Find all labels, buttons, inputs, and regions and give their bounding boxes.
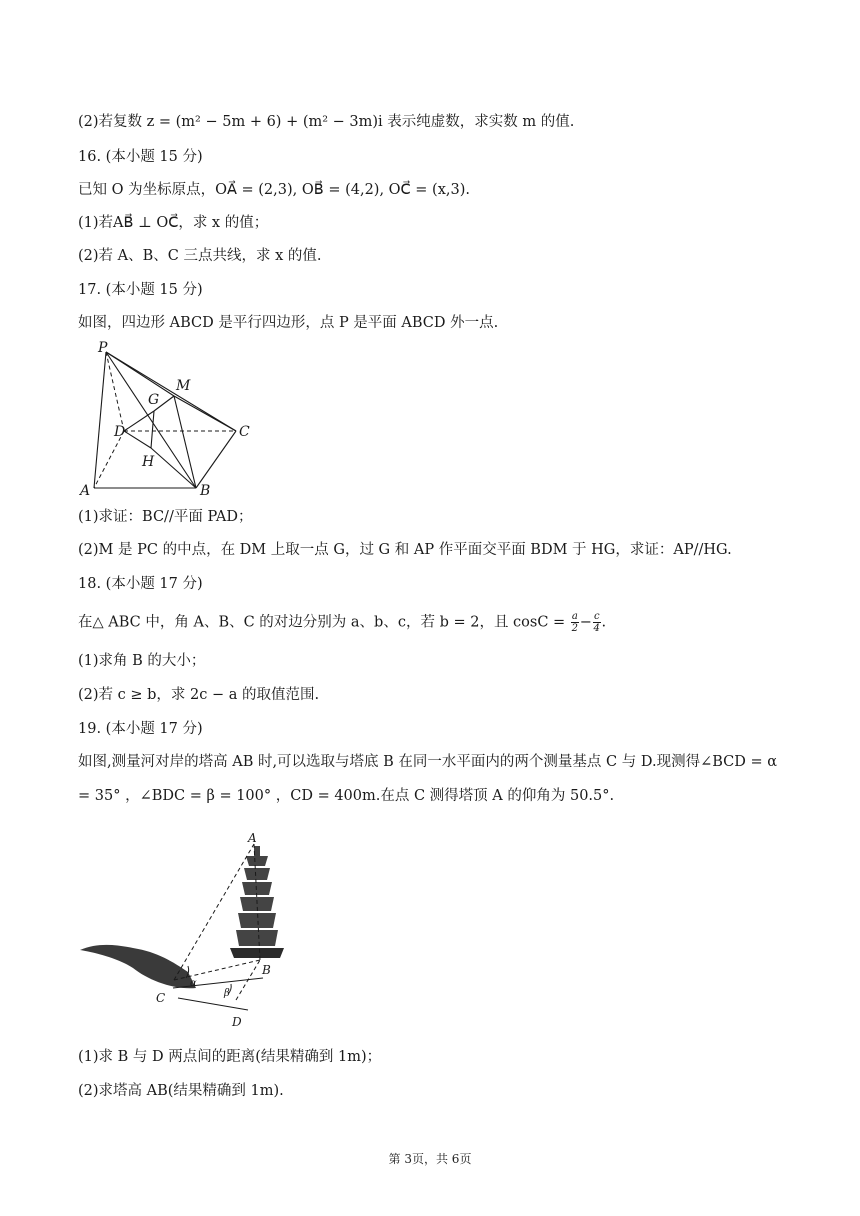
q17-pyramid-figure [78, 338, 268, 500]
fig17-label-C: C [239, 424, 250, 440]
q18-part2: (2)若 c ≥ b，求 2c − a 的取值范围. [78, 687, 320, 703]
fig19-label-D: D [232, 1015, 242, 1029]
page-footer: 第 3页，共 6页 [388, 1152, 472, 1166]
q18-heading: 18. (本小题 17 分) [78, 576, 203, 592]
q18-part1: (1)求角 B 的大小； [78, 653, 206, 669]
q16-part2: (2)若 A、B、C 三点共线，求 x 的值. [78, 248, 322, 264]
q18-frac2-num: c [593, 611, 600, 622]
q18-frac1-num: a [571, 611, 578, 622]
q18-fraction-c-over-4 [593, 611, 601, 634]
q18-minus: − [579, 614, 592, 631]
q15-part2: (2)若复数 z = (m² − 5m + 6) + (m² − 3m)i 表示纯虚数，求实数 m 的值. [78, 114, 575, 130]
fig17-label-A: A [80, 483, 91, 499]
q17-part2: (2)M 是 PC 的中点，在 DM 上取一点 G，过 G 和 AP 作平面交平面 BDM 于 HG，求证：AP//HG. [78, 542, 732, 558]
q19-part1: (1)求 B 与 D 两点间的距离(结果精确到 1m)； [78, 1049, 382, 1065]
q17-stem: 如图，四边形 ABCD 是平行四边形，点 P 是平面 ABCD 外一点. [78, 315, 499, 331]
fig19-label-beta: β [224, 988, 230, 999]
river-bank-shape [80, 945, 196, 988]
q18-fraction-a-over-2 [571, 611, 579, 634]
fig17-label-P: P [98, 340, 108, 356]
q18-stem-text: 在△ ABC 中，角 A、B、C 的对边分别为 a、b、c，若 b = 2，且 cosC = [78, 614, 570, 631]
q17-part1: (1)求证：BC//平面 PAD； [78, 509, 253, 525]
fig17-label-B: B [200, 483, 211, 499]
fig17-label-D: D [114, 424, 126, 440]
fig17-label-M: M [176, 378, 191, 394]
q16-stem: 已知 O 为坐标原点，OA⃗ = (2,3), OB⃗ = (4,2), OC⃗ = (x,3). [78, 182, 470, 198]
q18-frac1-den: 2 [571, 623, 578, 634]
q19-tower-figure [78, 830, 298, 1030]
fig19-label-C: C [156, 991, 166, 1005]
q16-heading: 16. (本小题 15 分) [78, 149, 203, 165]
fig17-label-G: G [148, 392, 160, 408]
q19-heading: 19. (本小题 17 分) [78, 721, 203, 737]
q18-frac2-den: 4 [593, 623, 600, 634]
fig17-label-H: H [142, 454, 155, 470]
q19-part2: (2)求塔高 AB(结果精确到 1m). [78, 1083, 284, 1099]
q18-stem [78, 611, 800, 634]
q17-heading: 17. (本小题 15 分) [78, 282, 203, 298]
fig19-label-alpha: α [190, 978, 197, 989]
q18-period: . [601, 614, 607, 631]
fig19-label-B: B [262, 963, 271, 977]
fig19-label-A: A [248, 831, 257, 845]
q16-part1: (1)若AB⃗ ⊥ OC⃗，求 x 的值； [78, 215, 269, 231]
q19-stem: 如图,测量河对岸的塔高 AB 时,可以选取与塔底 B 在同一水平面内的两个测量基点 C 与 D.现测得∠BCD = α = 35° ，∠BDC = β = 100° ，CD = 400m.在点 C 测得塔顶 A 的仰角为 50.5°. [78, 754, 778, 804]
